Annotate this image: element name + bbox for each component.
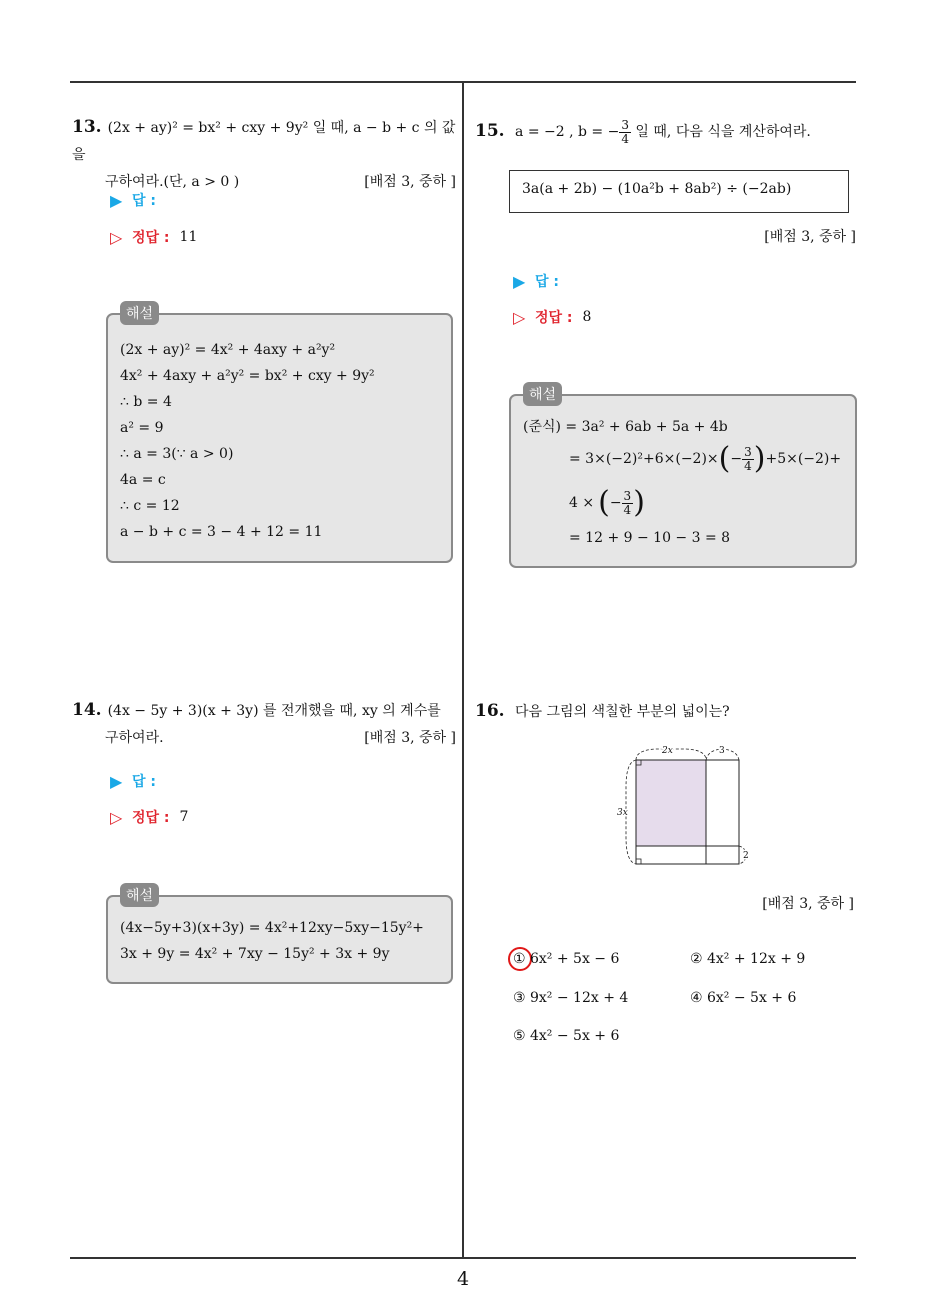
solution-fragment: 4 ×: [569, 495, 595, 511]
expression-box: [509, 170, 849, 213]
answer-row-15[interactable]: [513, 271, 559, 291]
question-15: [475, 116, 855, 147]
score-label: [배점 3, 중하 ]: [364, 730, 456, 746]
bottom-rule: [70, 1257, 856, 1259]
label-3x: 3x: [617, 808, 628, 818]
correct-value: 7: [179, 809, 189, 825]
play-triangle-icon: ▶: [110, 190, 123, 210]
label-2: 2: [743, 851, 749, 861]
solution-line: [569, 441, 842, 476]
correct-value: 8: [582, 309, 592, 325]
question-14: [72, 697, 456, 752]
question-number: 15.: [475, 121, 505, 141]
solution-fragment: +5×(−2)+: [765, 451, 842, 467]
solution-line: ∴ a = 3(∵ a > 0): [120, 446, 234, 462]
question-text: 다음 그림의 색칠한 부분의 넓이는?: [515, 704, 730, 720]
condition-text: 일 때, 다음 식을 계산하여라.: [630, 124, 811, 140]
correct-value: 11: [179, 229, 198, 245]
correct-row-14: [110, 807, 188, 827]
score-label: [배점 3, 중하 ]: [764, 229, 856, 245]
question-number: 14.: [72, 700, 102, 720]
solution-line: (4x−5y+3)(x+3y) = 4x²+12xy−5xy−15y²+: [120, 920, 424, 936]
solution-line: ∴ b = 4: [120, 394, 172, 410]
fraction-denominator: 4: [623, 502, 632, 517]
choice-1[interactable]: ① 6x² + 5x − 6: [513, 951, 620, 967]
question-number: 16.: [475, 701, 505, 721]
play-triangle-icon: ▶: [110, 771, 123, 791]
correct-label: 정답 :: [132, 230, 170, 246]
solution-tag: 해설: [120, 883, 159, 907]
solution-fragment: = 3×(−2)²+6×(−2)×: [569, 451, 719, 467]
outline-triangle-icon: ▷: [513, 307, 526, 327]
solution-line: ∴ c = 12: [120, 498, 180, 514]
correct-label: 정답 :: [132, 810, 170, 826]
solution-box-14: [106, 888, 453, 984]
answer-label: 답 :: [132, 774, 156, 790]
fraction-numerator: 3: [744, 444, 752, 459]
score-label: [배점 3, 중하 ]: [762, 896, 854, 912]
question-text: 구하여라.(단, a > 0 ): [105, 174, 240, 190]
paren-left: (: [718, 441, 731, 476]
fraction-denominator: 4: [621, 131, 629, 146]
label-3: 3: [719, 746, 725, 756]
outline-triangle-icon: ▷: [110, 227, 123, 247]
answer-label: 답 :: [535, 274, 559, 290]
fraction-numerator: 3: [621, 117, 629, 132]
column-divider: [462, 81, 464, 1258]
answer-row-14[interactable]: [110, 771, 156, 791]
minus-sign: −: [609, 495, 622, 511]
solution-line: a² = 9: [120, 420, 164, 436]
shaded-region: [636, 760, 706, 846]
choice-2[interactable]: ② 4x² + 12x + 9: [690, 951, 806, 967]
outline-triangle-icon: ▷: [110, 807, 123, 827]
solution-line: (준식) = 3a² + 6ab + 5a + 4b: [523, 419, 728, 435]
paren-right: ): [753, 441, 766, 476]
solution-tag: 해설: [523, 382, 562, 406]
solution-line: (2x + ay)² = 4x² + 4axy + a²y²: [120, 342, 336, 358]
corner-mark: [636, 859, 641, 864]
label-2x: 2x: [662, 746, 673, 756]
question-16: [475, 701, 855, 721]
question-text: (2x + ay)² = bx² + cxy + 9y² 일 때, a − b + c 의 값을: [72, 120, 456, 163]
fraction: [622, 490, 634, 517]
correct-label: 정답 :: [535, 310, 573, 326]
solution-box-13: [106, 306, 453, 563]
choice-3[interactable]: ③ 9x² − 12x + 4: [513, 990, 629, 1006]
solution-line: = 12 + 9 − 10 − 3 = 8: [569, 530, 731, 546]
choice-5[interactable]: ⑤ 4x² − 5x + 6: [513, 1028, 620, 1044]
expression-text: 3a(a + 2b) − (10a²b + 8ab²) ÷ (−2ab): [522, 181, 792, 197]
question-13: [72, 114, 456, 196]
page-number: 4: [456, 1268, 470, 1290]
fraction-numerator: 3: [623, 488, 632, 503]
fraction-denominator: 4: [744, 458, 752, 473]
fraction: [742, 446, 754, 473]
solution-line: 4x² + 4axy + a²y² = bx² + cxy + 9y²: [120, 368, 375, 384]
solution-lines: [120, 915, 424, 967]
question-number: 13.: [72, 117, 102, 137]
rectangle-figure: [612, 742, 752, 872]
solution-line: a − b + c = 3 − 4 + 12 = 11: [120, 524, 323, 540]
correct-row-15: [513, 307, 591, 327]
paren-right: ): [633, 485, 645, 520]
solution-tag: 해설: [120, 301, 159, 325]
answer-row-13[interactable]: [110, 190, 156, 210]
paren-left: (: [598, 485, 610, 520]
solution-lines: [120, 337, 375, 545]
score-label: [배점 3, 중하 ]: [364, 174, 456, 190]
play-triangle-icon: ▶: [513, 271, 526, 291]
answer-label: 답 :: [132, 193, 156, 209]
solution-box-15: [509, 387, 857, 568]
fraction: [619, 119, 631, 146]
correct-row-13: [110, 227, 197, 247]
condition-text: a = −2 , b = −: [515, 124, 620, 140]
question-text: (4x − 5y + 3)(x + 3y) 를 전개했을 때, xy 의 계수를: [107, 703, 441, 719]
solution-line: 3x + 9y = 4x² + 7xy − 15y² + 3x + 9y: [120, 946, 390, 962]
question-text: 구하여라.: [105, 730, 164, 746]
solution-line: [569, 485, 645, 520]
minus-sign: −: [730, 451, 743, 467]
solution-line: 4a = c: [120, 472, 166, 488]
choice-4[interactable]: ④ 6x² − 5x + 6: [690, 990, 797, 1006]
